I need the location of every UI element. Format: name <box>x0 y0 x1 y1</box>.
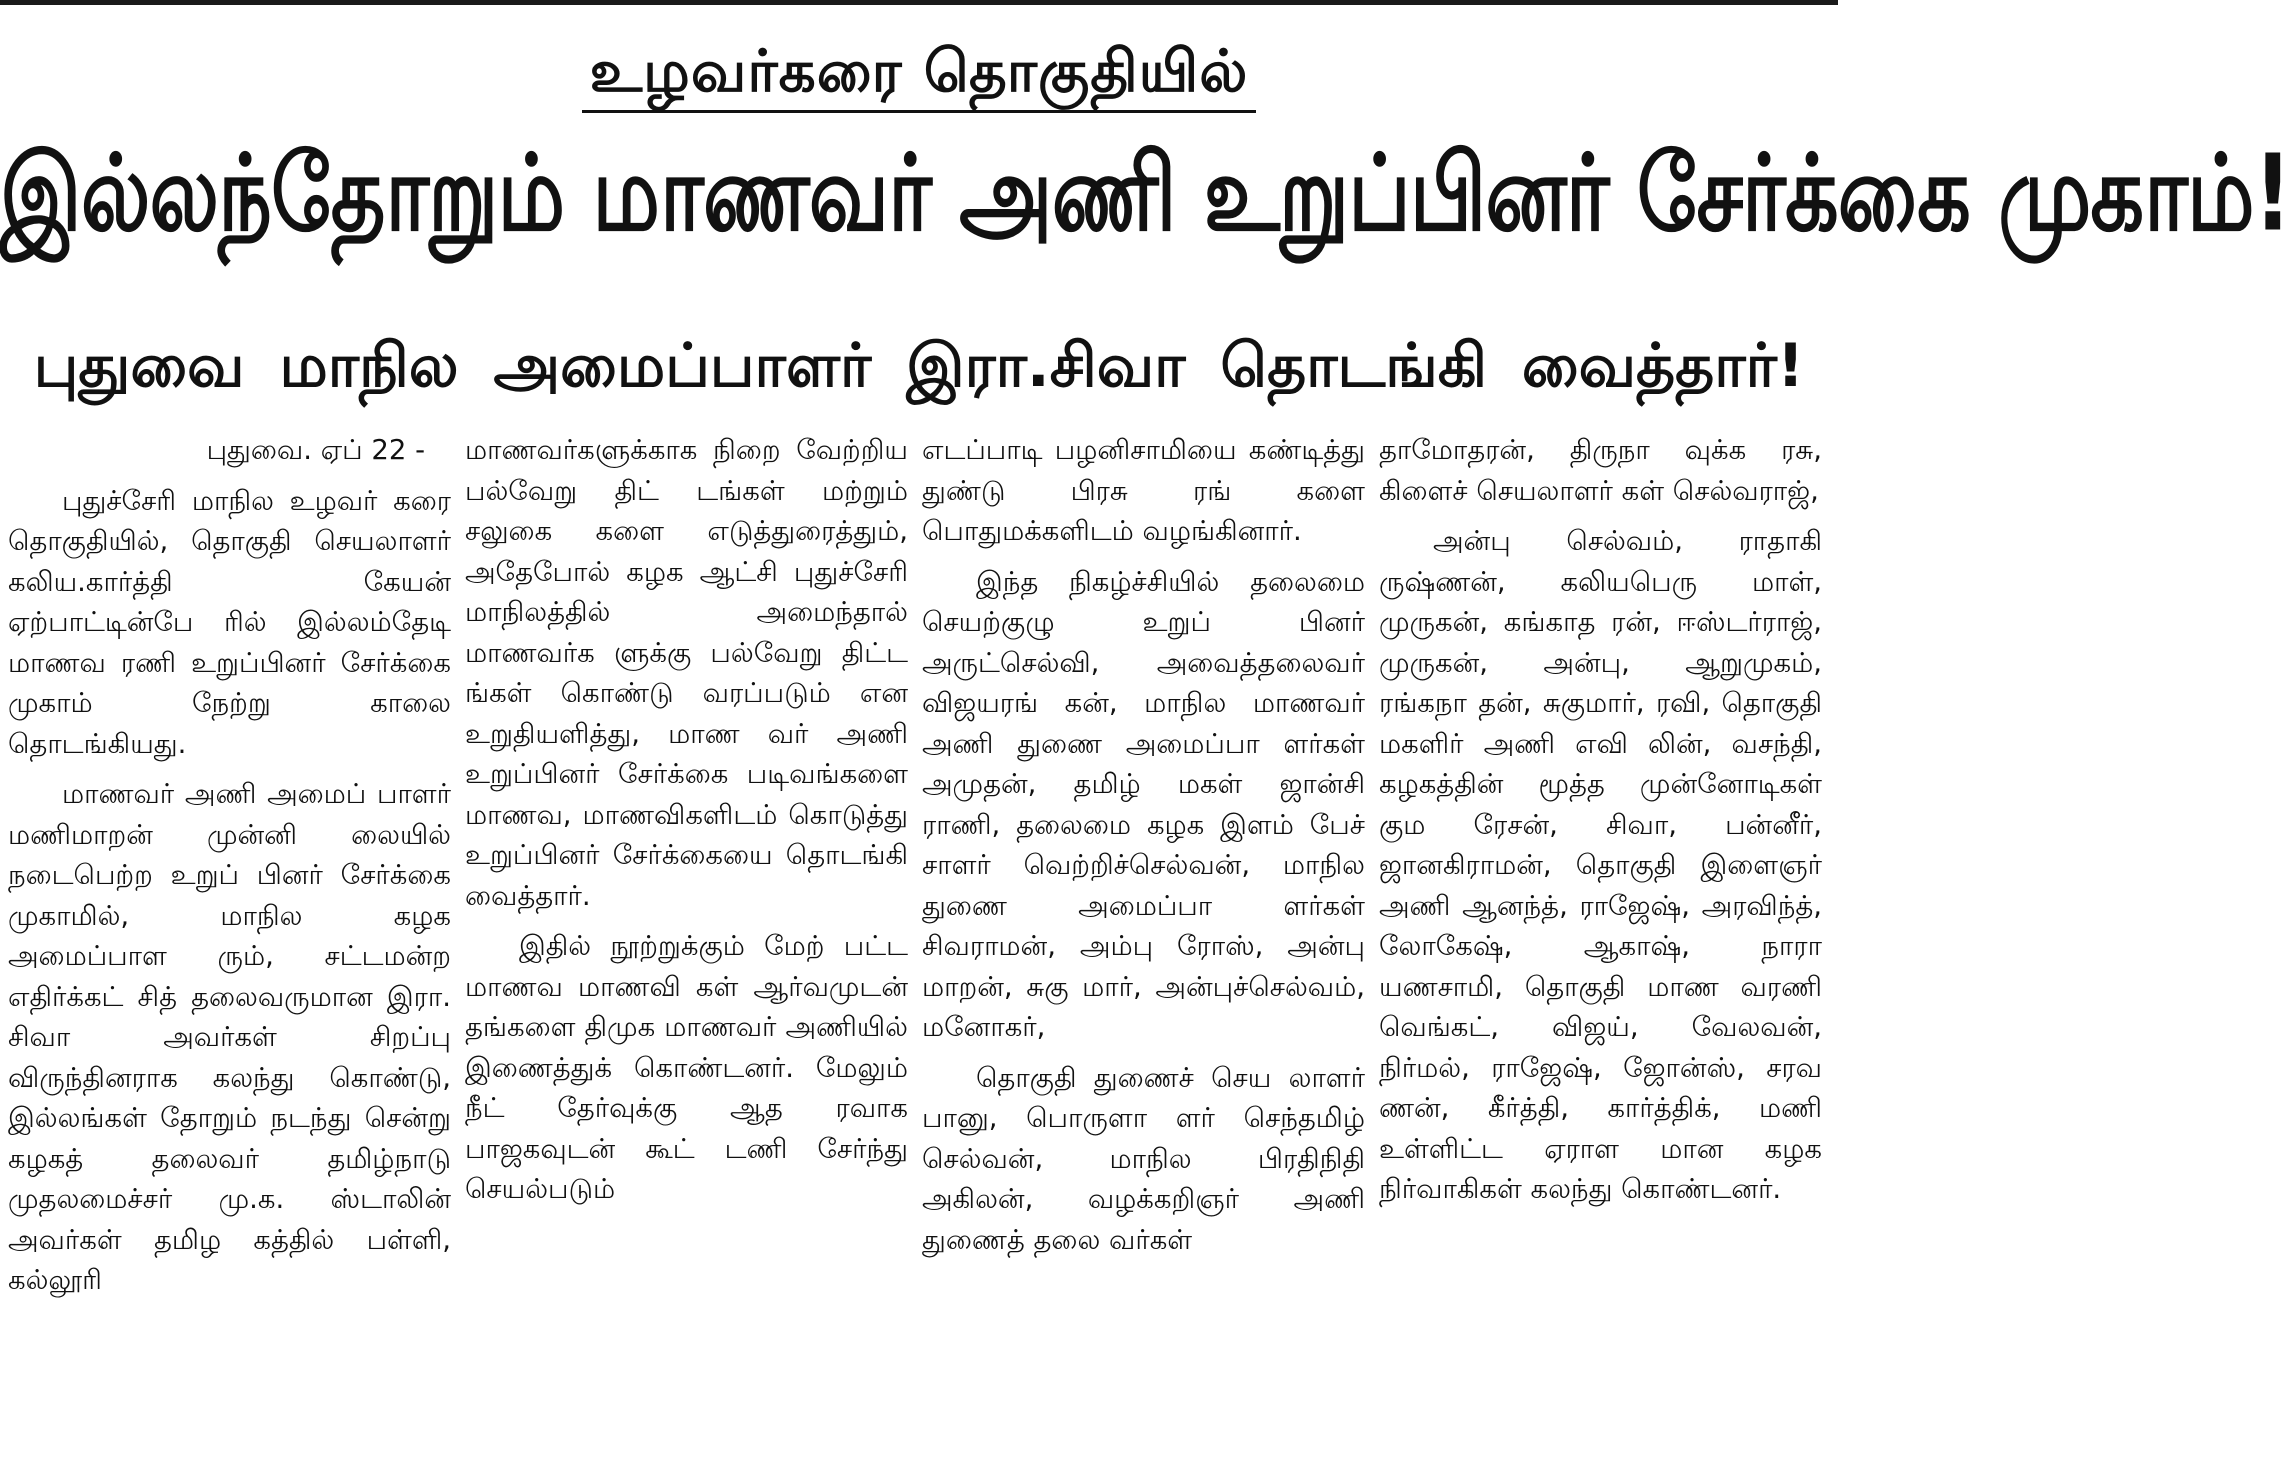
kicker-heading <box>0 37 1838 113</box>
paragraph: மாணவர் அணி அமைப் பாளர் மணிமாறன் முன்னி லையில் நடைபெற்ற உறுப் பினர் சேர்க்கை முகாமில், மாநில கழக அமைப்பாள ரும், சட்டமன்ற எதிர்க்கட் சித் தலைவருமான இரா. சிவா அவர்கள் சிறப்பு விருந்தினராக கலந்து கொண்டு, இல்லங்கள் தோறும் நடந்து சென்று கழகத் தலைவர் தமிழ்நாடு முதலமைச்சர் மு.க. ஸ்டாலின் அவர்கள் தமிழ கத்தில் பள்ளி, கல்லூரி <box>8 778 451 1296</box>
kicker-text: உழவர்கரை தொகுதியில் <box>582 40 1257 113</box>
article-body <box>4 430 1834 1466</box>
paragraph: இதில் நூற்றுக்கும் மேற் பட்ட மாணவ மாணவி கள் ஆர்வமுடன் தங்களை திமுக மாணவர் அணியில் இணைத்துக் கொண்டனர். மேலும் நீட் தேர்வுக்கு ஆத ரவாக பாஜகவுடன் கூட் டணி சேர்ந்து செயல்படும் <box>465 930 908 1205</box>
main-headline: இல்லந்தோறும் மாணவர் அணி உறுப்பினர் சேர்க்கை முகாம்! <box>0 131 2291 255</box>
paragraph: மாணவர்களுக்காக நிறை வேற்றிய பல்வேறு திட் டங்கள் மற்றும் சலுகை களை எடுத்துரைத்தும், அதேபோல் கழக ஆட்சி புதுச்சேரி மாநிலத்தில் அமைந்தால் மாணவர்க ளுக்கு பல்வேறு திட்ட ங்கள் கொண்டு வரப்படும் என உறுதியளித்து, மாண வர் அணி உறுப்பினர் சேர்க்கை படிவங்களை மாணவ, மாணவிகளிடம் கொடுத்து உறுப்பினர் சேர்க்கையை தொடங்கி வைத்தார். <box>465 434 908 912</box>
top-border-rule <box>0 0 1838 5</box>
article-column-3 <box>918 430 1375 1466</box>
article-column-2 <box>461 430 918 1466</box>
sub-headline: புதுவை மாநில அமைப்பாளர் இரா.சிவா தொடங்கி வைத்தார்! <box>33 331 1805 401</box>
dateline: புதுவை. ஏப் 22 - <box>206 434 425 466</box>
article-column-1 <box>4 430 461 1466</box>
paragraph: தொகுதி துணைச் செய லாளர் பானு, பொருளா ளர் செந்தமிழ் செல்வன், மாநில பிரதிநிதி அகிலன், வழக்கறிஞர் அணி துணைத் தலை வர்கள் <box>922 1061 1365 1256</box>
article-column-4 <box>1375 430 1832 1466</box>
paragraph: இந்த நிகழ்ச்சியில் தலைமை செயற்குழு உறுப் பினர் அருட்செல்வி, அவைத்தலைவர் விஜயரங் கன், மாநில மாணவர் அணி துணை அமைப்பா ளர்கள் அமுதன், தமிழ் மகள் ஜான்சி ராணி, தலைமை கழக இளம் பேச் சாளர் வெற்றிச்செல்வன், மாநில துணை அமைப்பா ளர்கள் சிவராமன், அம்பு ரோஸ், அன்பு மாறன், சுகு மார், அன்புச்செல்வம், மனோகர், <box>922 565 1365 1043</box>
paragraph: தாமோதரன், திருநா வுக்க ரசு, கிளைச் செயலாளர் கள் செல்வராஜ், <box>1379 434 1822 507</box>
paragraph: அன்பு செல்வம், ராதாகி ருஷ்ணன், கலியபெரு மாள், முருகன், கங்காத ரன், ஈஸ்டர்ராஜ், முருகன், அன்பு, ஆறுமுகம், ரங்கநா தன், சுகுமார், ரவி, தொகுதி மகளிர் அணி எவி லின், வசந்தி, கழகத்தின் மூத்த முன்னோடிகள் கும ரேசன், சிவா, பன்னீர், ஜானகிராமன், தொகுதி இளைஞர் அணி ஆனந்த், ராஜேஷ், அரவிந்த், லோகேஷ், ஆகாஷ், நாரா யணசாமி, தொகுதி மாண வரணி வெங்கட், விஜய், வேலவன், நிர்மல், ராஜேஷ், ஜோன்ஸ், சரவ ணன், கீர்த்தி, கார்த்திக், மணி உள்ளிட்ட ஏராள மான கழக நிர்வாகிகள் கலந்து கொண்டனர். <box>1379 525 1822 1205</box>
paragraph: எடப்பாடி பழனிசாமியை கண்டித்து துண்டு பிரசு ரங் களை பொதுமக்களிடம் வழங்கினார். <box>922 434 1365 547</box>
paragraph: புதுச்சேரி மாநில உழவர் கரை தொகுதியில், தொகுதி செயலாளர் கலிய.கார்த்தி கேயன் ஏற்பாட்டின்பே ரில் இல்லம்தேடி மாணவ ரணி உறுப்பினர் சேர்க்கை முகாம் நேற்று காலை தொடங்கியது. <box>8 484 451 760</box>
